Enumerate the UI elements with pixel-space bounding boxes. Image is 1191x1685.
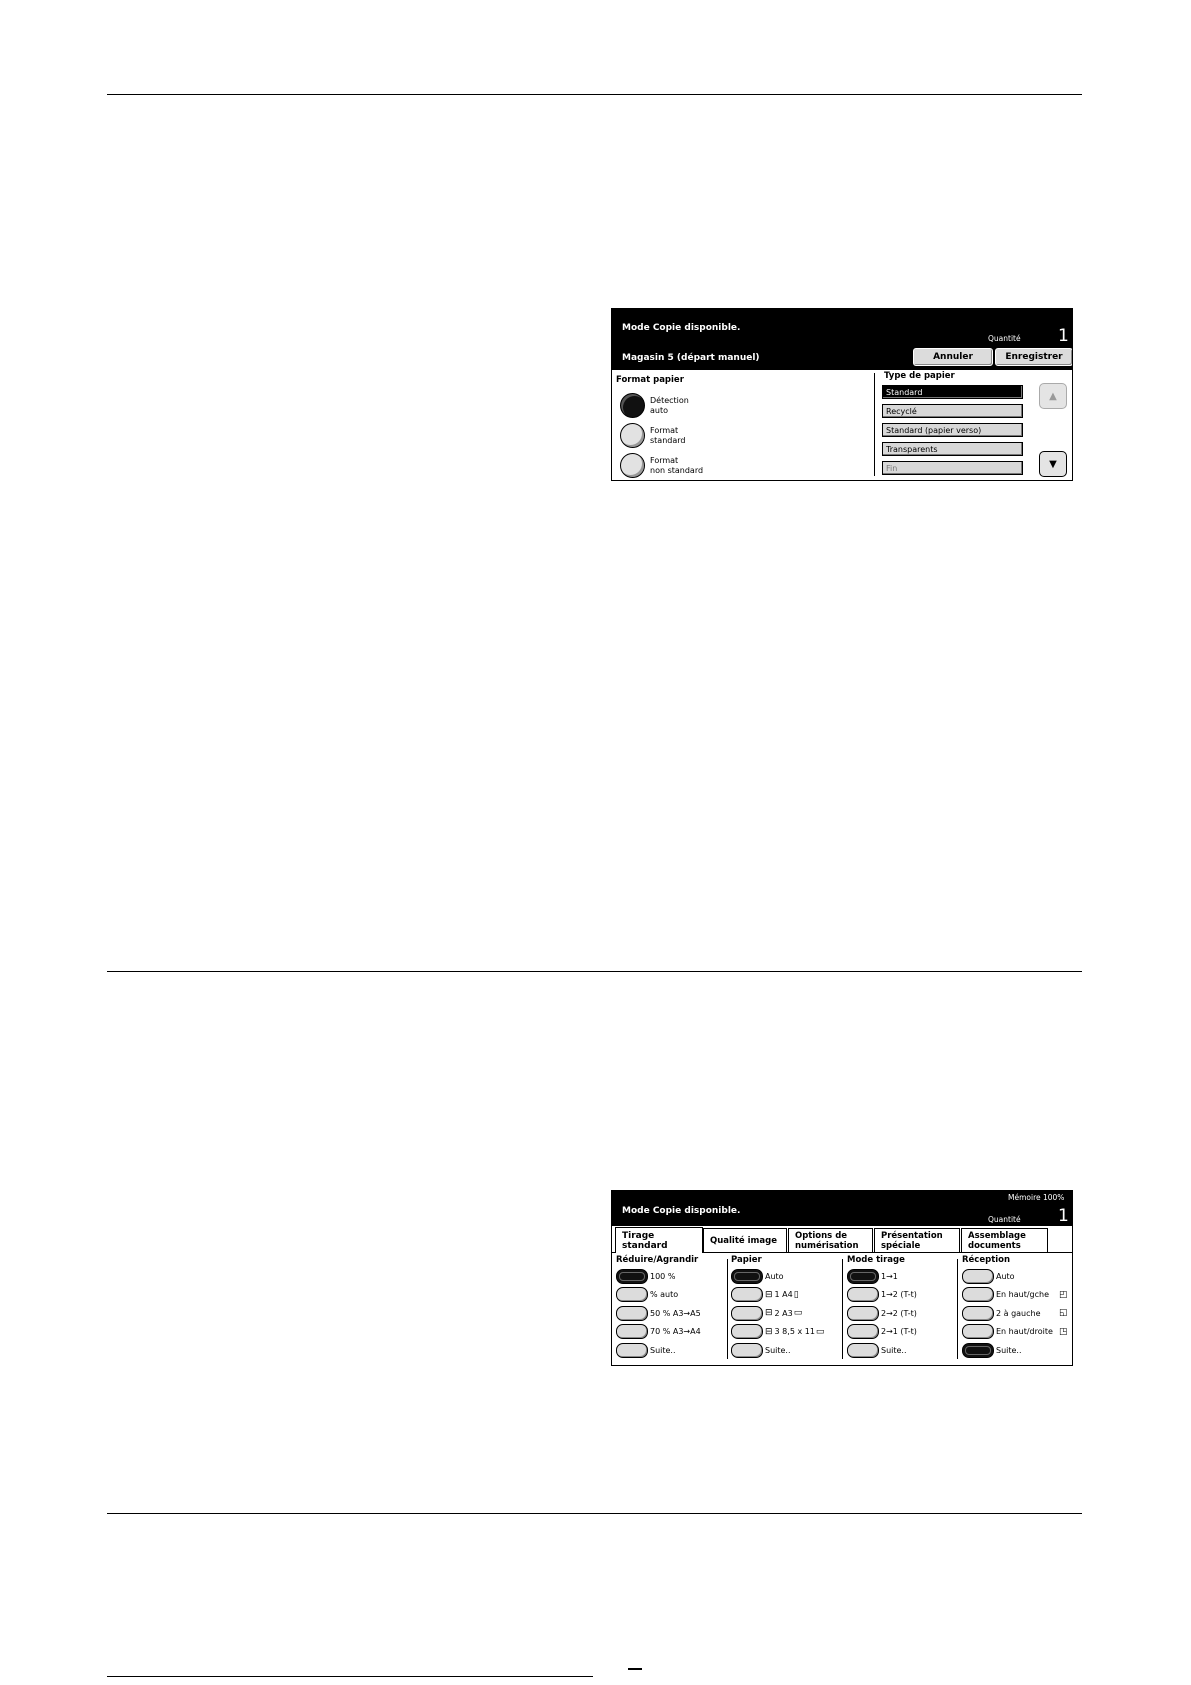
- tab-bar: [612, 1226, 1072, 1253]
- output-option-top-right[interactable]: En haut/droite ◳: [962, 1323, 1068, 1342]
- output-option-top-left[interactable]: En haut/gche ◰: [962, 1286, 1068, 1305]
- top-rule: [107, 94, 1082, 95]
- tab-scan-options[interactable]: Options de numérisation: [788, 1228, 873, 1252]
- landscape-orientation-icon: ▭: [793, 1308, 803, 1319]
- output-option-more[interactable]: Suite..: [962, 1341, 1068, 1360]
- triangle-down-icon: ▼: [1049, 458, 1057, 470]
- scroll-down-button[interactable]: [1039, 451, 1067, 477]
- reduce-option-more[interactable]: Suite..: [616, 1341, 701, 1360]
- reduce-option-50[interactable]: 50 % A3→A5: [616, 1304, 701, 1323]
- memory-indicator: Mémoire 100%: [1008, 1193, 1065, 1202]
- paper-option-tray1[interactable]: ⊟ 1 A4 ▯: [731, 1286, 824, 1305]
- output-option-auto[interactable]: Auto: [962, 1267, 1068, 1286]
- status-message: Mode Copie disponible.: [622, 323, 741, 333]
- sides-option-more[interactable]: Suite..: [847, 1341, 917, 1360]
- column-divider: [957, 1259, 958, 1359]
- output-column: [962, 1255, 1068, 1360]
- column-heading: Réduire/Agrandir: [616, 1255, 699, 1265]
- landscape-orientation-icon: ▭: [815, 1326, 825, 1337]
- screen-title: Magasin 5 (départ manuel): [622, 353, 760, 363]
- column-heading: Réception: [962, 1255, 1011, 1265]
- paper-size-option-standard[interactable]: Format standard: [620, 423, 720, 448]
- paper-type-transparency[interactable]: Transparents: [882, 442, 1023, 456]
- paper-size-option-custom[interactable]: Format non standard: [620, 453, 720, 478]
- triangle-up-icon: ▲: [1049, 390, 1057, 402]
- paper-type-standard[interactable]: Standard: [882, 385, 1023, 399]
- paper-size-option-auto[interactable]: Détection auto: [620, 393, 720, 418]
- radio-unselected: [620, 423, 645, 448]
- tab-image-quality[interactable]: Qualité image: [703, 1228, 787, 1252]
- paper-type-standard-reverse[interactable]: Standard (papier verso): [882, 423, 1023, 437]
- paper-size-label: Format papier: [616, 375, 684, 385]
- tray-icon: ⊟: [765, 1308, 773, 1319]
- staple-left-icon: ◱: [1059, 1308, 1068, 1319]
- column-divider: [874, 373, 875, 476]
- tray-icon: ⊟: [765, 1289, 773, 1300]
- radio-unselected: [620, 453, 645, 478]
- paper-type-recycled[interactable]: Recyclé: [882, 404, 1023, 418]
- scroll-up-button[interactable]: [1039, 383, 1067, 409]
- staple-top-left-icon: ◰: [1059, 1289, 1068, 1300]
- cancel-button[interactable]: Annuler: [913, 348, 993, 366]
- paper-option-tray3[interactable]: ⊟ 3 8,5 x 11 ▭: [731, 1323, 824, 1342]
- reduce-option-100[interactable]: 100 %: [616, 1267, 701, 1286]
- staple-top-right-icon: ◳: [1059, 1326, 1068, 1337]
- paper-type-label: Type de papier: [884, 371, 955, 381]
- sides-option-1-1[interactable]: 1→1: [847, 1267, 917, 1286]
- column-heading: Papier: [731, 1255, 762, 1265]
- paper-supply-column: [731, 1255, 824, 1360]
- tab-job-assembly[interactable]: Assemblage documents: [961, 1228, 1048, 1252]
- bypass-tray-screen: [611, 308, 1073, 481]
- footer-mark: [628, 1668, 642, 1678]
- footer-rule: [107, 1676, 593, 1677]
- bottom-rule: [107, 1513, 1082, 1514]
- quantity-value: 1: [1058, 1206, 1069, 1226]
- quantity-label: Quantité: [988, 334, 1021, 343]
- quantity-value: 1: [1058, 326, 1069, 346]
- column-heading: Mode tirage: [847, 1255, 905, 1265]
- paper-option-auto[interactable]: Auto: [731, 1267, 824, 1286]
- quantity-label: Quantité: [988, 1215, 1021, 1224]
- two-sided-column: [847, 1255, 917, 1360]
- status-bar: [612, 1191, 1072, 1226]
- screen-header: [612, 346, 1072, 370]
- middle-rule: [107, 971, 1082, 972]
- sides-option-2-2[interactable]: 2→2 (T-t): [847, 1304, 917, 1323]
- tab-basic-copying[interactable]: Tirage standard: [615, 1227, 703, 1253]
- radio-selected: [620, 393, 645, 418]
- paper-option-tray2[interactable]: ⊟ 2 A3 ▭: [731, 1304, 824, 1323]
- reduce-option-70[interactable]: 70 % A3→A4: [616, 1323, 701, 1342]
- reduce-enlarge-column: [616, 1255, 701, 1360]
- tab-output-format[interactable]: Présentation spéciale: [874, 1228, 960, 1252]
- status-message: Mode Copie disponible.: [622, 1206, 741, 1216]
- paper-type-thin[interactable]: Fin: [882, 461, 1023, 475]
- sides-option-2-1[interactable]: 2→1 (T-t): [847, 1323, 917, 1342]
- save-button[interactable]: Enregistrer: [995, 348, 1073, 366]
- sides-option-1-2[interactable]: 1→2 (T-t): [847, 1286, 917, 1305]
- column-divider: [727, 1259, 728, 1359]
- tray-icon: ⊟: [765, 1326, 773, 1337]
- portrait-orientation-icon: ▯: [793, 1289, 799, 1300]
- status-bar: [612, 309, 1072, 346]
- reduce-option-auto[interactable]: % auto: [616, 1286, 701, 1305]
- basic-copying-screen: [611, 1190, 1073, 1366]
- output-option-left[interactable]: 2 à gauche ◱: [962, 1304, 1068, 1323]
- paper-option-more[interactable]: Suite..: [731, 1341, 824, 1360]
- column-divider: [842, 1259, 843, 1359]
